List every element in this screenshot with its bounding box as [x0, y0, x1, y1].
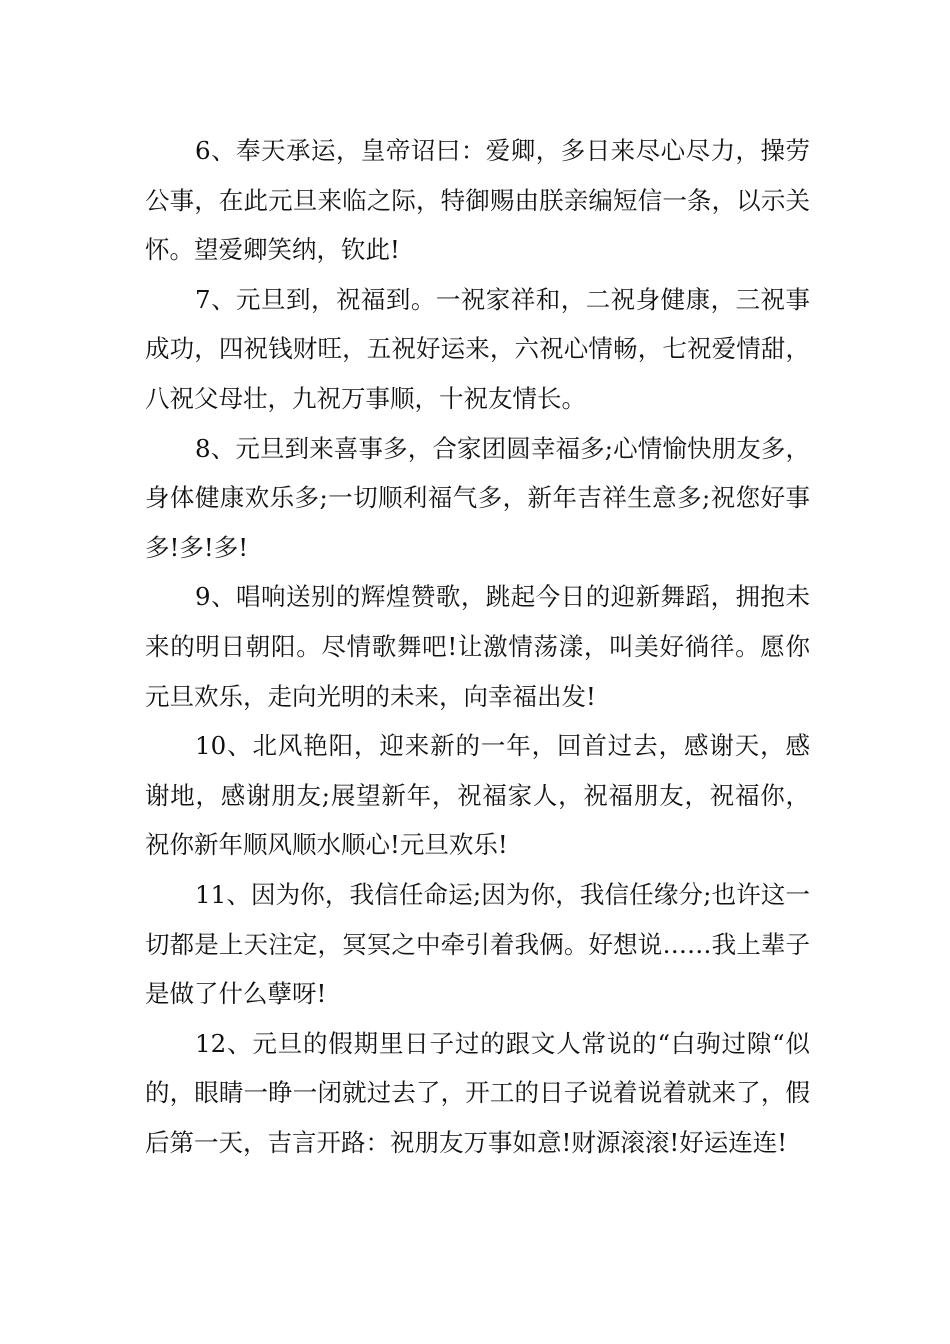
paragraph-10: 10、北风艳阳，迎来新的一年，回首过去，感谢天，感谢地，感谢朋友;展望新年，祝福家人，祝福朋友，祝福你，祝你新年顺风顺水顺心!元旦欢乐!	[145, 731, 810, 860]
paragraph-8: 8、元旦到来喜事多，合家团圆幸福多;心情愉快朋友多，身体健康欢乐多;一切顺利福气多，新年吉祥生意多;祝您好事多!多!多!	[145, 433, 810, 562]
document-body	[145, 126, 810, 1167]
paragraph-7: 7、元旦到，祝福到。一祝家祥和，二祝身健康，三祝事成功，四祝钱财旺，五祝好运来，六祝心情畅，七祝爱情甜，八祝父母壮，九祝万事顺，十祝友情长。	[145, 284, 810, 413]
paragraph-12: 12、元旦的假期里日子过的跟文人常说的“白驹过隙“似的，眼睛一睁一闭就过去了，开工的日子说着说着就来了，假后第一天，吉言开路：祝朋友万事如意!财源滚滚!好运连连!	[145, 1028, 810, 1157]
paragraph-9: 9、唱响送别的辉煌赞歌，跳起今日的迎新舞蹈，拥抱未来的明日朝阳。尽情歌舞吧!让激情荡漾，叫美好徜徉。愿你元旦欢乐，走向光明的未来，向幸福出发!	[145, 582, 810, 711]
paragraph-11: 11、因为你，我信任命运;因为你，我信任缘分;也许这一切都是上天注定，冥冥之中牵引着我俩。好想说……我上辈子是做了什么孽呀!	[145, 879, 810, 1009]
paragraph-6: 6、奉天承运，皇帝诏曰：爱卿，多日来尽心尽力，操劳公事，在此元旦来临之际，特御赐由朕亲编短信一条，以示关怀。望爱卿笑纳，钦此!	[145, 136, 810, 265]
